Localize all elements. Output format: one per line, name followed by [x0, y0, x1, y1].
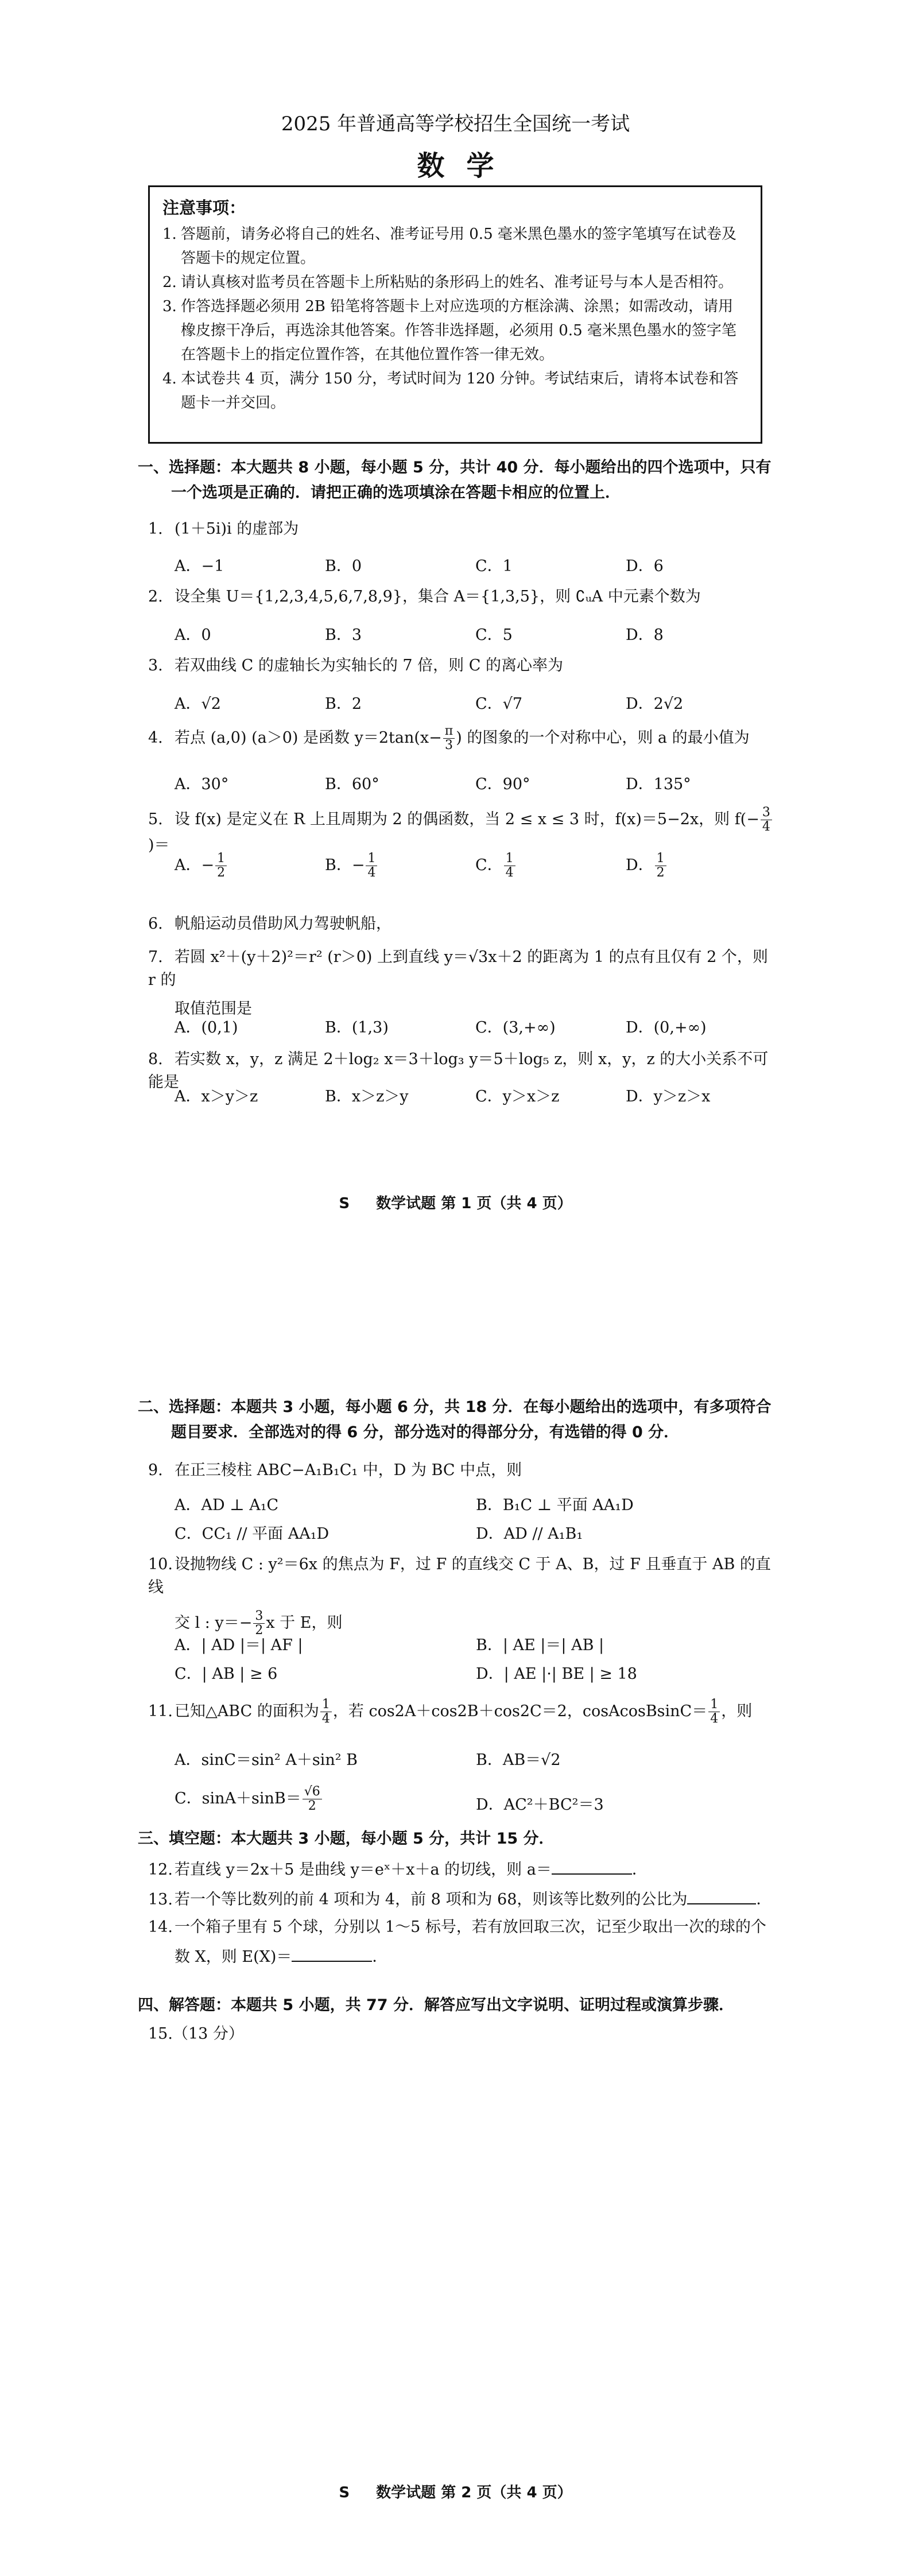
- notice-item: [162, 270, 748, 294]
- question-number: 3.: [148, 657, 163, 674]
- fraction-denominator: 4: [505, 866, 514, 880]
- question-number: 10.: [148, 1555, 173, 1573]
- fraction-denominator: 4: [710, 1712, 719, 1726]
- option-b: B．3: [325, 626, 362, 644]
- question-8-options: [175, 1084, 777, 1106]
- question-11-options-row-1: [175, 1747, 777, 1770]
- fraction-denominator: 2: [656, 866, 665, 880]
- option-c: [175, 1785, 476, 1814]
- section-2-heading: [138, 1395, 775, 1445]
- answer-blank[interactable]: [552, 1857, 632, 1875]
- option-label: D．: [626, 856, 654, 874]
- fraction: [303, 1785, 322, 1813]
- fraction-numerator: π: [443, 724, 455, 739]
- question-number: 6.: [148, 915, 163, 933]
- question-stem: 已知△ABC 的面积为: [175, 1702, 319, 1720]
- option-c: C．CC₁ // 平面 AA₁D: [175, 1525, 329, 1543]
- option-b: B．AB＝√2: [476, 1751, 561, 1769]
- option-b: B．0: [325, 557, 362, 575]
- fraction-denominator: 4: [367, 866, 376, 880]
- option-d: D．8: [626, 626, 664, 644]
- section-heading-line: 一、选择题：本大题共 8 小题，每小题 5 分，共计 40 分．每小题给出的四个选项中，只有: [138, 459, 772, 476]
- option-a: A．−1: [175, 557, 224, 575]
- option-d: D．AC²＋BC²＝3: [476, 1796, 604, 1814]
- notice-item: [162, 367, 748, 415]
- option-c: C．y＞x＞z: [475, 1088, 560, 1105]
- option-a: A．0: [175, 626, 211, 644]
- question-stem: 帆船运动员借助风力驾驶帆船，: [175, 915, 391, 933]
- question-stem: 设全集 U＝{1,2,3,4,5,6,7,8,9}，集合 A＝{1,3,5}，则 ∁ᵤA 中元素个数为: [175, 588, 701, 606]
- option-label: A．: [175, 856, 201, 874]
- fraction-denominator: 4: [321, 1712, 330, 1726]
- page-2: [0, 1288, 911, 2576]
- option-sign: −: [351, 856, 365, 874]
- question-stem-tail: )＝: [148, 836, 170, 854]
- option-text: C．sinA＋sinB＝: [175, 1790, 301, 1807]
- question-11: [148, 1698, 774, 1726]
- option-a: A．x＞y＞z: [175, 1088, 258, 1105]
- footer-text: 数学试题 第 1 页（共 4 页）: [376, 1195, 572, 1212]
- question-1-options: [175, 553, 777, 576]
- question-number: 5.: [148, 810, 163, 828]
- question-stem: 若双曲线 C 的虚轴长为实轴长的 7 倍，则 C 的离心率为: [175, 657, 563, 674]
- question-10-options-row-2: [175, 1661, 777, 1683]
- question-stem: 若直线 y＝2x＋5 是曲线 y＝eˣ＋x＋a 的切线，则 a＝: [175, 1861, 552, 1879]
- option-d: D．135°: [626, 775, 691, 793]
- fraction-numerator: 1: [655, 852, 666, 866]
- fraction-numerator: 3: [761, 806, 772, 820]
- notice-item: [162, 222, 748, 270]
- notice-item-number: 1.: [162, 226, 177, 243]
- fraction-numerator: √6: [303, 1785, 322, 1799]
- option-d: D．(0,+∞): [626, 1019, 707, 1037]
- question-stem: 设 f(x) 是定义在 R 上且周期为 2 的偶函数，当 2 ≤ x ≤ 3 时，f(x)＝5−2x，则 f(−: [175, 810, 759, 828]
- question-5: [148, 806, 774, 857]
- question-stem: 若一个等比数列的前 4 项和为 4，前 8 项和为 68，则该等比数列的公比为: [175, 1891, 688, 1908]
- fraction-numerator: 1: [504, 852, 515, 866]
- question-stem: 若圆 x²＋(y＋2)²＝r² (r＞0) 上到直线 y＝√3x＋2 的距离为 1 的点有且仅有 2 个，则 r 的: [148, 948, 768, 989]
- fraction: [215, 852, 227, 880]
- fraction: [504, 852, 515, 880]
- fraction-numerator: 1: [366, 852, 377, 866]
- fraction: [366, 852, 377, 880]
- option-a: A．(0,1): [175, 1019, 238, 1037]
- question-3-options: [175, 691, 777, 713]
- question-10-options-row-1: [175, 1632, 777, 1655]
- option-b: B．B₁C ⊥ 平面 AA₁D: [476, 1496, 634, 1514]
- fraction: [761, 806, 772, 834]
- option-d: D．6: [626, 557, 664, 575]
- question-number: 14.: [148, 1918, 173, 1936]
- option-a: [175, 852, 325, 880]
- option-b: B．| AE |＝| AB |: [476, 1636, 604, 1654]
- fraction: [320, 1698, 332, 1726]
- question-stem: (1＋5i)i 的虚部为: [175, 520, 299, 538]
- fraction-denominator: 2: [308, 1799, 316, 1813]
- question-stem: 一个箱子里有 5 个球，分别以 1～5 标号，若有放回取三次，记至少取出一次的球的个: [175, 1918, 766, 1936]
- option-b: [325, 852, 475, 880]
- page-footer: [0, 1192, 911, 1213]
- fraction-denominator: 3: [444, 738, 453, 752]
- option-c: C．| AB | ≥ 6: [175, 1665, 278, 1683]
- notice-item-text: 答题前，请务必将自己的姓名、准考证号用 0.5 毫米黑色墨水的签字笔填写在试卷及答题卡的规定位置。: [181, 226, 736, 267]
- option-a: A．30°: [175, 775, 229, 793]
- fraction: [443, 724, 455, 752]
- subject-title: 数学: [417, 150, 516, 182]
- question-3: [148, 654, 774, 677]
- question-9-options-row-2: [175, 1521, 777, 1543]
- option-b: B．2: [325, 695, 362, 713]
- notice-item-number: 2.: [162, 274, 177, 291]
- option-label: B．: [325, 856, 352, 874]
- footer-text: 数学试题 第 2 页（共 4 页）: [376, 2484, 572, 2501]
- question-15-label: 15.（13 分）: [148, 2025, 244, 2043]
- option-sign: −: [201, 856, 215, 874]
- question-9-options-row-1: [175, 1492, 777, 1515]
- question-stem-middle: ，若 cos2A＋cos2B＋cos2C＝2，cosAcosBsinC＝: [332, 1702, 708, 1720]
- question-stem-tail: ，则: [721, 1702, 753, 1720]
- fraction-numerator: 1: [320, 1698, 332, 1712]
- section-heading-line: 二、选择题：本题共 3 小题，每小题 6 分，共 18 分．在每小题给出的选项中，有多项符合: [138, 1398, 772, 1416]
- question-number: 8.: [148, 1050, 163, 1068]
- fraction-denominator: 2: [217, 866, 226, 880]
- notice-item-number: 4.: [162, 370, 177, 387]
- question-9: [148, 1459, 774, 1482]
- footer-letter: S: [339, 2484, 350, 2501]
- section-4-heading: [138, 1993, 775, 2018]
- question-stem-tail: ) 的图象的一个对称中心，则 a 的最小值为: [456, 729, 750, 747]
- question-number: 11.: [148, 1702, 173, 1720]
- notice-box: [148, 185, 762, 444]
- option-b: B．(1,3): [325, 1019, 389, 1037]
- option-d: [626, 852, 776, 880]
- section-heading-line: 三、填空题：本大题共 3 小题，每小题 5 分，共计 15 分．: [138, 1830, 555, 1848]
- question-5-options: [175, 852, 777, 880]
- fraction: [708, 1698, 720, 1726]
- notice-item-text: 作答选择题必须用 2B 铅笔将答题卡上对应选项的方框涂满、涂黑；如需改动，请用橡皮擦干净后，再选涂其他答案。作答非选择题，必须用 0.5 毫米黑色墨水的签字笔在答题卡上的指定位置作答，在其他位置作答一律无效。: [181, 298, 736, 363]
- answer-blank[interactable]: [292, 1945, 372, 1962]
- question-number: 13.: [148, 1891, 173, 1908]
- option-c: C．√7: [475, 695, 523, 713]
- question-stem-continuation: 取值范围是: [175, 1000, 252, 1018]
- question-6: [148, 913, 774, 936]
- question-7-options: [175, 1015, 777, 1037]
- question-11-options-row-2: [175, 1785, 777, 1814]
- page-footer: [0, 2481, 911, 2502]
- footer-letter: S: [339, 1195, 350, 1212]
- fraction: [655, 852, 666, 880]
- continuation-text: 交 l : y＝−: [175, 1614, 253, 1632]
- question-4-options: [175, 771, 777, 794]
- question-2: [148, 585, 774, 608]
- option-b: B．x＞z＞y: [325, 1088, 409, 1105]
- notice-item: [162, 294, 748, 367]
- exam-title: 2025 年普通高等学校招生全国统一考试: [281, 112, 630, 135]
- option-d: D．y＞z＞x: [626, 1088, 711, 1105]
- question-10: [148, 1553, 774, 1638]
- question-14: [148, 1916, 774, 1969]
- question-number: 4.: [148, 729, 163, 747]
- section-1-heading: [138, 455, 775, 506]
- option-d: D．| AE |·| BE | ≥ 18: [476, 1665, 637, 1683]
- question-stem: 若点 (a,0) (a＞0) 是函数 y＝2tan(x−: [175, 729, 442, 747]
- fraction-denominator: 4: [762, 820, 770, 834]
- section-heading-line: 四、解答题：本题共 5 小题，共 77 分．解答应写出文字说明、证明过程或演算步骤．: [138, 1996, 734, 2014]
- answer-blank[interactable]: [687, 1887, 756, 1904]
- option-a: A．√2: [175, 695, 221, 713]
- option-a: A．AD ⊥ A₁C: [175, 1496, 279, 1514]
- section-heading-continuation: 题目要求．全部选对的得 6 分，部分选对的得部分分，有选错的得 0 分．: [171, 1423, 680, 1441]
- section-heading-continuation: 一个选项是正确的．请把正确的选项填涂在答题卡相应的位置上．: [171, 484, 621, 502]
- question-number: 12.: [148, 1861, 173, 1879]
- question-4: [148, 724, 774, 752]
- question-stem: 设抛物线 C : y²＝6x 的焦点为 F，过 F 的直线交 C 于 A、B，过 F 且垂直于 AB 的直线: [148, 1555, 771, 1596]
- continuation-tail: x 于 E，则: [266, 1614, 343, 1632]
- notice-item-text: 请认真核对监考员在答题卡上所粘贴的条形码上的姓名、准考证号与本人是否相符。: [181, 274, 734, 291]
- notice-item-number: 3.: [162, 298, 177, 315]
- question-stem: 若实数 x，y，z 满足 2＋log₂ x＝3＋log₃ y＝5＋log₅ z，则 x，y，z 的大小关系不可能是: [148, 1050, 769, 1091]
- notice-heading: 注意事项：: [162, 198, 246, 218]
- question-7: [148, 946, 774, 1021]
- option-c: C．90°: [475, 775, 530, 793]
- option-label: C．: [475, 856, 503, 874]
- fraction-numerator: 3: [253, 1609, 265, 1624]
- option-b: B．60°: [325, 775, 379, 793]
- question-stem: 在正三棱柱 ABC−A₁B₁C₁ 中，D 为 BC 中点，则: [175, 1461, 522, 1479]
- option-c: C．(3,+∞): [475, 1019, 556, 1037]
- question-1: [148, 518, 774, 541]
- section-3-heading: [138, 1826, 775, 1852]
- question-tail: ．: [372, 1948, 388, 1966]
- question-number: 1.: [148, 520, 163, 538]
- question-tail: ．: [631, 1861, 648, 1879]
- option-c: [475, 852, 626, 880]
- question-2-options: [175, 622, 777, 645]
- question-12: [148, 1857, 774, 1881]
- question-13: [148, 1887, 774, 1911]
- fraction-denominator: 2: [255, 1623, 263, 1638]
- notice-item-text: 本试卷共 4 页，满分 150 分，考试时间为 120 分钟。考试结束后，请将本试卷和答题卡一并交回。: [181, 370, 739, 412]
- option-d: D．AD // A₁B₁: [476, 1525, 583, 1543]
- question-15: [148, 2023, 774, 2046]
- option-c: C．5: [475, 626, 513, 644]
- fraction-numerator: 1: [215, 852, 227, 866]
- option-a: A．sinC＝sin² A＋sin² B: [175, 1751, 358, 1769]
- question-number: 2.: [148, 588, 163, 606]
- continuation-text: 数 X，则 E(X)＝: [175, 1948, 292, 1966]
- question-number: 9.: [148, 1461, 163, 1479]
- question-number: 7.: [148, 948, 163, 966]
- question-tail: ．: [756, 1891, 772, 1908]
- fraction-numerator: 1: [708, 1698, 720, 1712]
- option-a: A．| AD |＝| AF |: [175, 1636, 303, 1654]
- option-c: C．1: [475, 557, 513, 575]
- option-d: D．2√2: [626, 695, 684, 713]
- question-stem-continuation: [148, 1945, 774, 1969]
